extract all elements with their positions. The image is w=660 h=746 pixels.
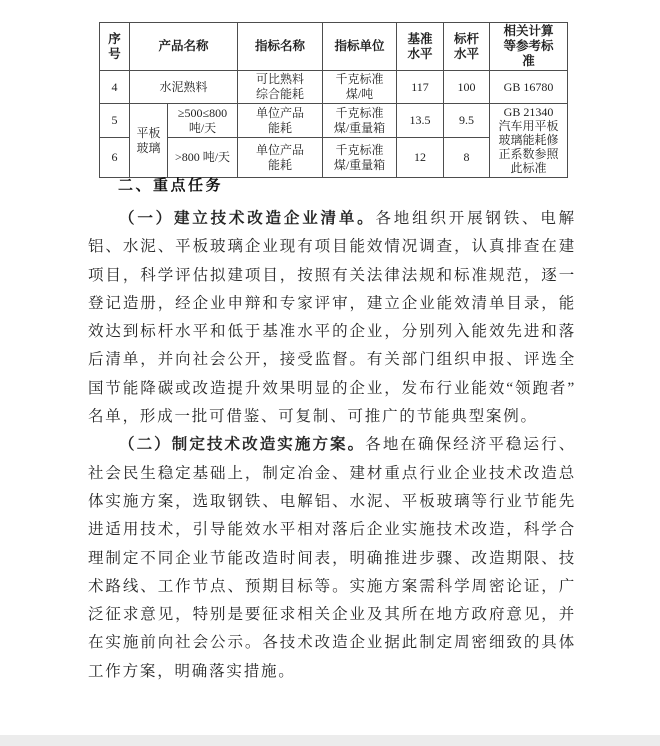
header-serial-no: 序号 bbox=[100, 23, 130, 71]
cell-product-name: 水泥熟料 bbox=[130, 71, 238, 104]
document-body bbox=[88, 174, 576, 686]
header-indicator-unit: 指标单位 bbox=[323, 23, 397, 71]
cell-indicator-unit: 千克标准煤/重量箱 bbox=[323, 138, 397, 178]
header-pacesetter-level: 标杆水平 bbox=[444, 23, 490, 71]
paragraph-1-body: 各地组织开展钢铁、电解铝、水泥、平板玻璃企业现有项目能效情况调查，认真排查在建项目，科学评估拟建项目，按照有关法律法规和标准规范，逐一登记造册，经企业申辩和专家评审，建立企业能效清单目录，能效达到标杆水平和低于基准水平的企业，分别列入能效先进和落后清单，并向社会公开，接受监督。有关部门组织申报、评选全国节能降碳或改造提升效果明显的企业，发布行业能效“领跑者”名单，形成一批可借鉴、可复制、可推广的节能典型案例。 bbox=[88, 210, 576, 426]
cell-product-name: 平板玻璃 bbox=[130, 104, 168, 178]
cell-capacity: >800 吨/天 bbox=[168, 138, 238, 178]
benchmark-table-container bbox=[99, 22, 568, 178]
cell-pacesetter-level: 8 bbox=[444, 138, 490, 178]
paragraph-2-lead: （二）制定技术改造实施方案。 bbox=[119, 436, 366, 454]
energy-benchmark-table bbox=[99, 22, 568, 178]
cell-serial-no: 6 bbox=[100, 138, 130, 178]
cell-indicator-unit: 千克标准煤/吨 bbox=[323, 71, 397, 104]
cell-indicator-name: 单位产品能耗 bbox=[238, 104, 323, 138]
cell-pacesetter-level: 100 bbox=[444, 71, 490, 104]
cell-serial-no: 4 bbox=[100, 71, 130, 104]
header-product-name: 产品名称 bbox=[130, 23, 238, 71]
paragraph-2-body: 各地在确保经济平稳运行、社会民生稳定基础上，制定冶金、建材重点行业企业技术改造总体实施方案，选取钢铁、电解铝、水泥、平板玻璃等行业节能先进适用技术，引导能效水平相对落后企业实施技术改造，科学合理制定不同企业节能改造时间表，明确推进步骤、改造期限、技术路线、工作节点、预期目标等。实施方案需科学周密论证，广泛征求意见，特别是要征求相关企业及其所在地方政府意见，并在实施前向社会公示。各技术改造企业据此制定周密细致的具体工作方案，明确落实措施。 bbox=[88, 436, 576, 680]
page-bottom-strip bbox=[0, 735, 660, 746]
cell-reference-standard: GB 21340 汽车用平板玻璃能耗修正系数参照此标准 bbox=[490, 104, 568, 178]
cell-benchmark-level: 117 bbox=[397, 71, 444, 104]
paragraph-2 bbox=[88, 431, 576, 686]
table-header-row bbox=[100, 23, 568, 71]
cell-indicator-name: 可比熟料综合能耗 bbox=[238, 71, 323, 104]
header-indicator-name: 指标名称 bbox=[238, 23, 323, 71]
cell-pacesetter-level: 9.5 bbox=[444, 104, 490, 138]
cell-benchmark-level: 13.5 bbox=[397, 104, 444, 138]
cell-capacity: ≥500≤800 吨/天 bbox=[168, 104, 238, 138]
cell-reference-standard: GB 16780 bbox=[490, 71, 568, 104]
section-heading: 二、重点任务 bbox=[118, 177, 224, 194]
header-reference-standard: 相关计算等参考标准 bbox=[490, 23, 568, 71]
header-benchmark-level: 基准水平 bbox=[397, 23, 444, 71]
table-row bbox=[100, 104, 568, 138]
cell-serial-no: 5 bbox=[100, 104, 130, 138]
paragraph-1-lead: （一）建立技术改造企业清单。 bbox=[119, 210, 376, 227]
table-row bbox=[100, 71, 568, 104]
cell-indicator-unit: 千克标准煤/重量箱 bbox=[323, 104, 397, 138]
cell-indicator-name: 单位产品能耗 bbox=[238, 138, 323, 178]
cell-benchmark-level: 12 bbox=[397, 138, 444, 178]
paragraph-1 bbox=[88, 205, 576, 431]
